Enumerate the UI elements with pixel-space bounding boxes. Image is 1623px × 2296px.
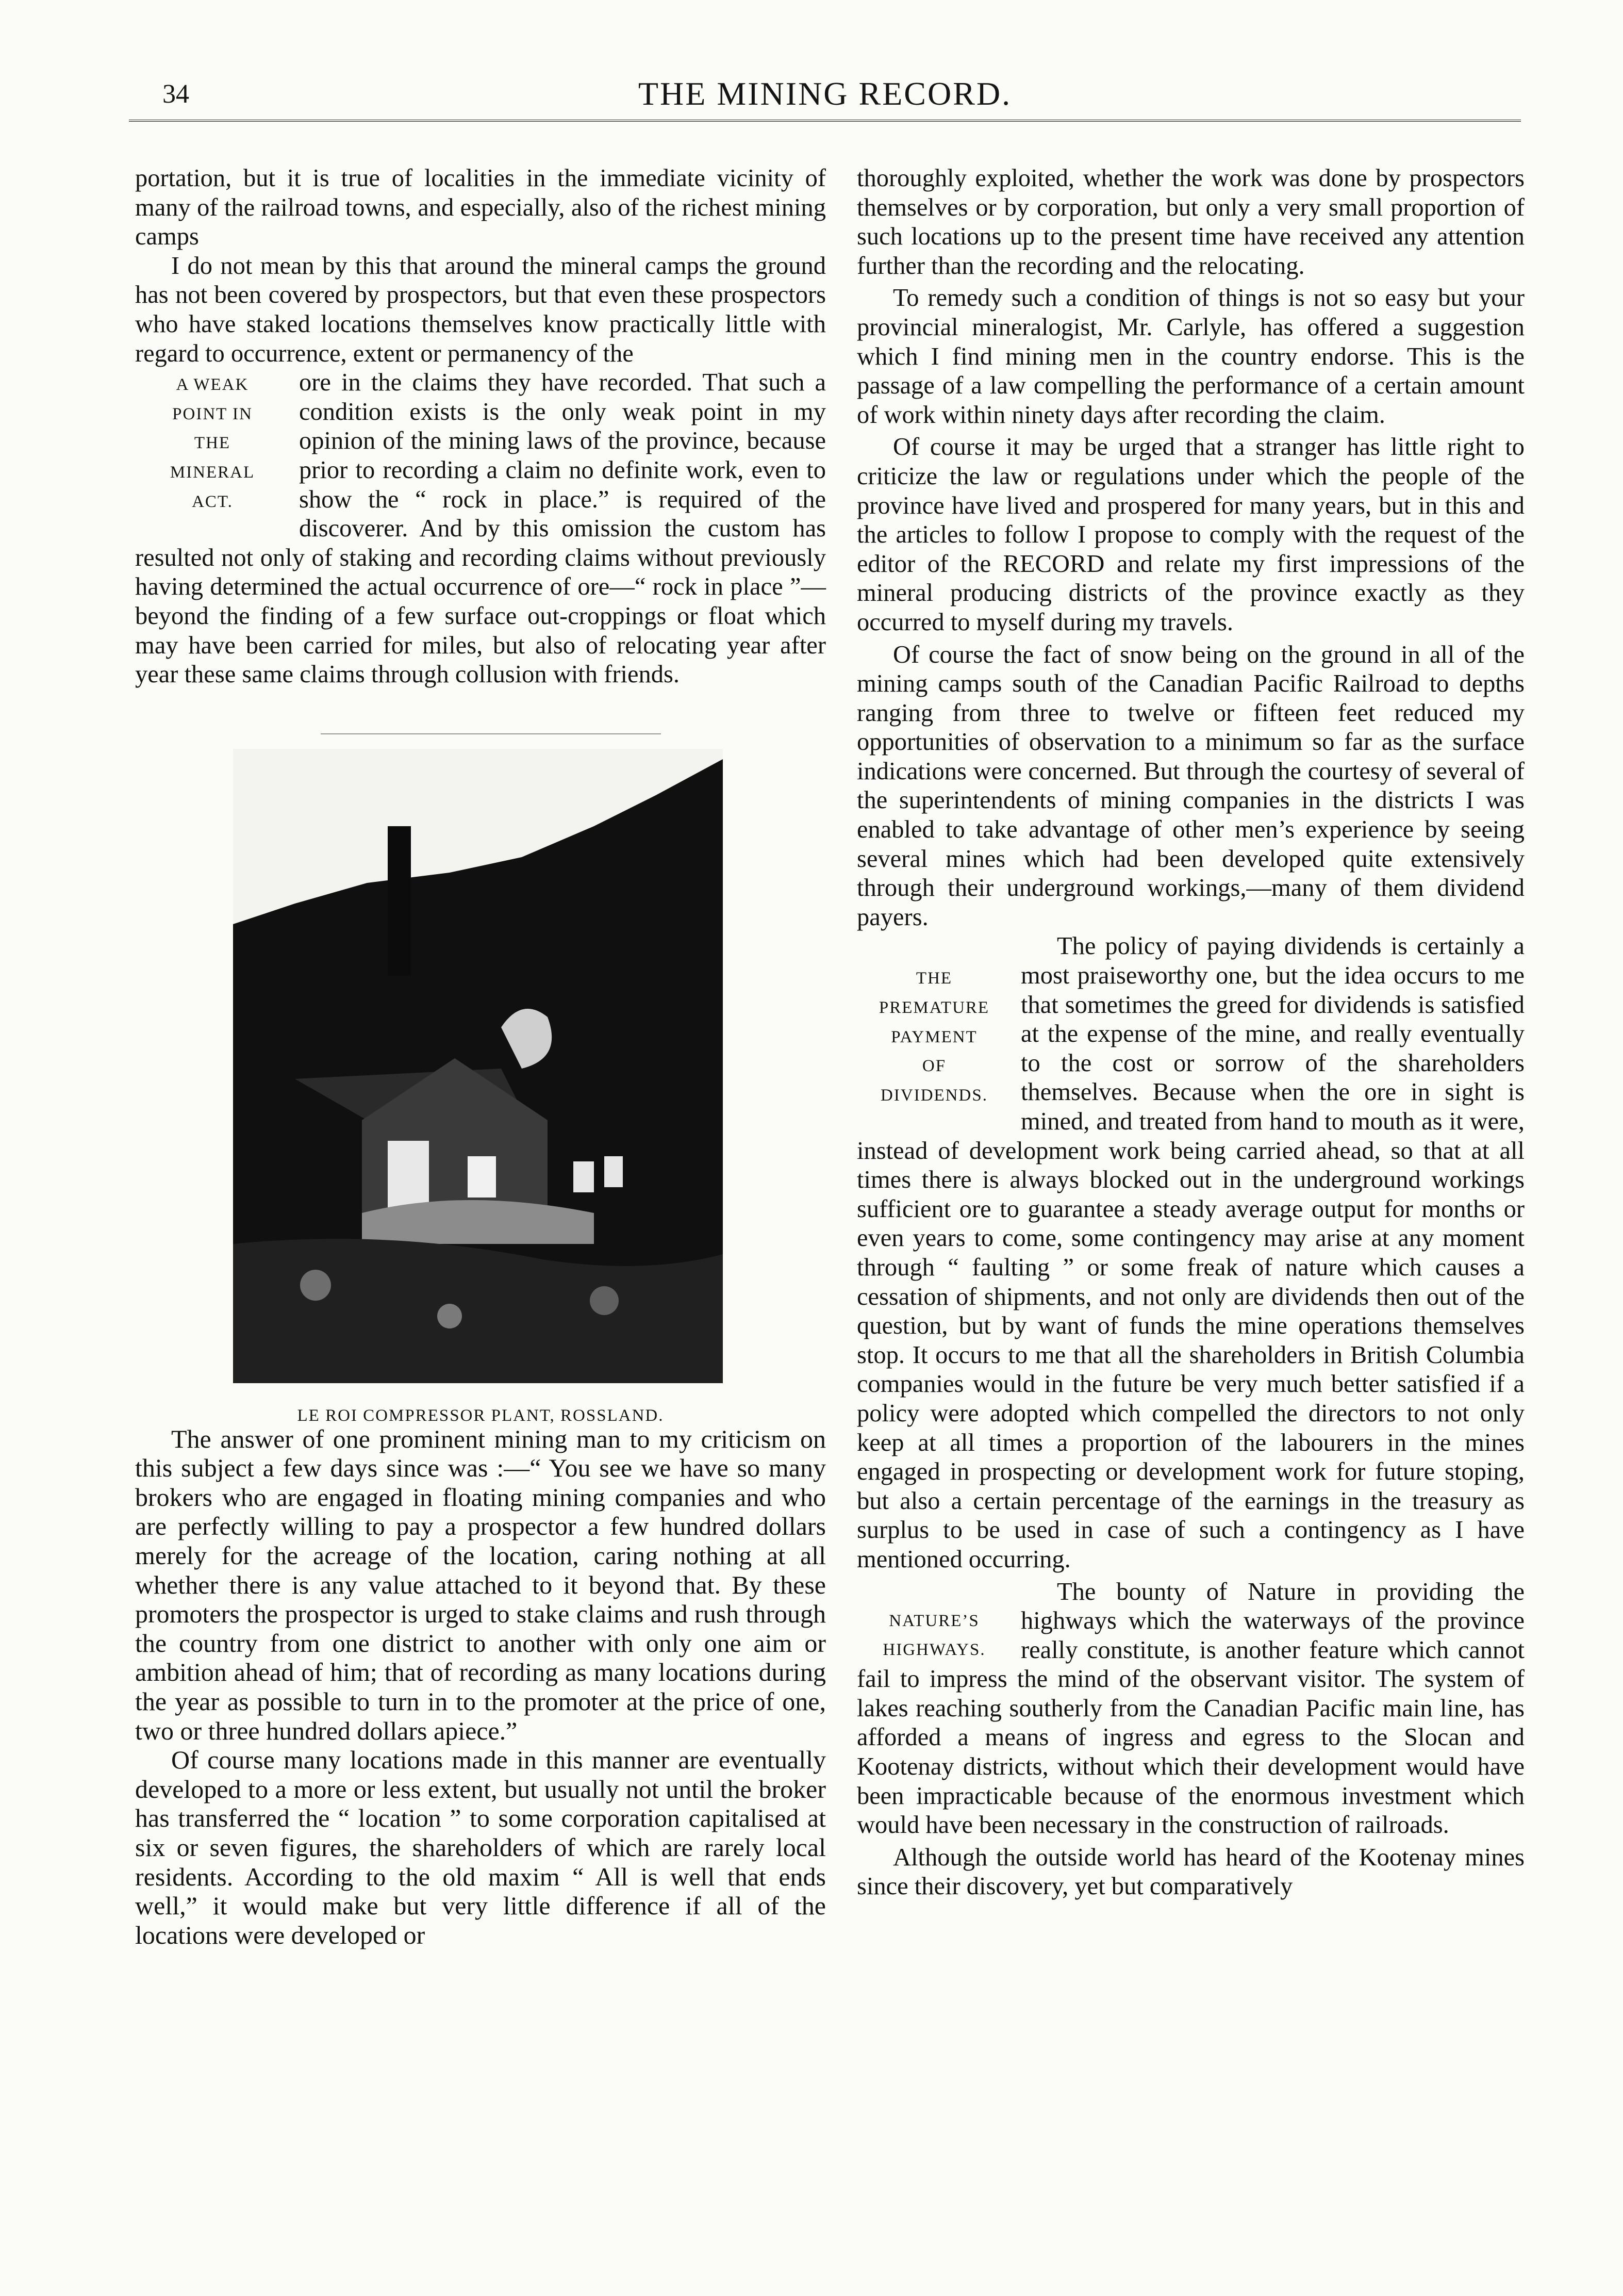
paragraph: portation, but it is true of localities in the immediate vicinity of many of the railroad towns, and especially, also of the richest mining camps bbox=[135, 165, 826, 251]
paragraph: ore in the claims they have recorded. That such a condition exists is the only weak point in my opinion of the mining laws of the province, because prior to recording a claim no definite work, even to show the “ rock in place.” is required of the discoverer. And by this omission the custom has resulted not only of staking and recording claims without previously having determined the actual occurrence of ore—“ rock in place ”—beyond the finding of a few surface out-croppings or float which may have been carried for miles, but also of relocating year after year these same claims through collusion with friends. bbox=[135, 369, 826, 688]
paragraph: The bounty of Nature in providing the highways which the waterways of the province really constitute, is another feature which cannot fail to impress the mind of the observant visitor. The system of lakes reaching southerly from the Canadian Pacific main line, has afforded a means of ingress and egress to the Slocan and Kootenay districts, without which their development would have been impracticable because of the enormous investment which would have been necessary in the construction of railroads. bbox=[857, 1578, 1525, 1839]
paragraph: The policy of paying dividends is certainly a most praiseworthy one, but the idea occurs to me that sometimes the greed for dividends is satisfied at the expense of the mine, and really eventually to the cost or sorrow of the shareholders themselves. Because when the ore in sight is mined, and treated from hand to mouth as it were, instead of development work being carried ahead, so that at all times there is always blocked out in the underground workings sufficient ore to guarantee a steady average output for months or even years to come, some contingency may arise at any moment through “ faulting ” or some freak of nature which causes a cessation of shipments, and not only are dividends then out of the question, but by want of funds the mine operations themselves stop. It occurs to me that all the shareholders in British Columbia companies would in the future be very much better satisfied if a policy were adopted which compelled the directors to not only keep at all times a proportion of the labourers in the mines engaged in prospecting or development work for future stoping, but also a certain percentage of the earnings in the treasury as surplus to be used in case of such a contingency as I have mentioned occurring. bbox=[857, 932, 1525, 1573]
publication-title: THE MINING RECORD. bbox=[638, 75, 1012, 112]
paragraph: To remedy such a condition of things is not so easy but your provincial mineralogist, Mr. Carlyle, has offered a suggestion which I find mining men in the country endorse. This is the passage of a law compelling the performance of a certain amount of work within ninety days after recording the claim. bbox=[857, 284, 1525, 429]
paragraph-intro: I do not mean by this that around the mineral camps the ground has not been covered by prospectors, but that even these prospectors who have staked locations themselves know practically little with regard to occurrence, extent or permanency of the bbox=[135, 252, 826, 367]
sidenote-highways: NATURE’S HIGHWAYS. bbox=[883, 1611, 986, 1660]
running-header bbox=[129, 75, 1521, 121]
paragraph: Of course the fact of snow being on the ground in all of the mining camps south of the Canadian Pacific Railroad to depths ranging from three to twelve or fifteen feet reduced my opportunities of observation to a minimum so far as the surface indications were concerned. But through the courtesy of several of the superintendents of mining companies in the districts I was enabled to take advantage of other men’s experience by seeing several mines which had been developed quite extensively through their underground workings,—many of them dividend payers. bbox=[857, 641, 1525, 931]
sidenote-weak-point: A WEAK POINT IN THE MINERAL ACT. bbox=[170, 375, 255, 511]
paragraph: The answer of one prominent mining man to my criticism on this subject a few days since was :—“ You see we have so many brokers who are engaged in floating mining companies and who are perfectly willing to pay a prospector a few hundred dollars merely for the acreage of the location, caring nothing at all whether there is any value attached to it beyond that. By these promoters the prospector is urged to stake claims and rush through the country from one district to another with only one aim or ambition ahead of him; that of recording as many locations during the year as possible to turn in to the promoter at the price of one, two or three hundred dollars apiece.” bbox=[135, 1424, 826, 1745]
figure-rule bbox=[321, 733, 661, 734]
compressor-plant-photo bbox=[233, 749, 723, 1383]
page-number: 34 bbox=[162, 79, 189, 109]
sidenote-dividends: THE PREMATURE PAYMENT OF DIVIDENDS. bbox=[879, 969, 990, 1105]
paragraph: Although the outside world has heard of the Kootenay mines since their discovery, yet but comparatively bbox=[857, 1843, 1525, 1900]
header-rule bbox=[129, 120, 1521, 122]
paragraph: Of course it may be urged that a stranger has little right to criticize the law or regulations under which the people of the province have lived and prospered for many years, but in this and the articles to follow I propose to comply with the request of the editor of the RECORD and relate my first impressions of the mineral producing districts of the province exactly as they occurred to myself during my travels. bbox=[857, 433, 1525, 636]
photo-caption: LE ROI COMPRESSOR PLANT, ROSSLAND. bbox=[297, 1406, 664, 1425]
paragraph: thoroughly exploited, whether the work was done by prospectors themselves or by corporation, but only a very small proportion of such locations up to the present time have received any attention further than the recording and the relocating. bbox=[857, 165, 1525, 280]
right-column bbox=[857, 164, 1525, 1901]
left-column bbox=[135, 164, 826, 1949]
photo-figure bbox=[135, 733, 826, 1424]
paragraph: Of course many locations made in this manner are eventually developed to a more or less extent, but usually not until the broker has transferred the “ location ” to some corporation capitalised at six or seven figures, the shareholders of which are rarely local residents. According to the old maxim “ All is well that ends well,” it would make but very little difference if all of the locations were developed or bbox=[135, 1745, 826, 1949]
